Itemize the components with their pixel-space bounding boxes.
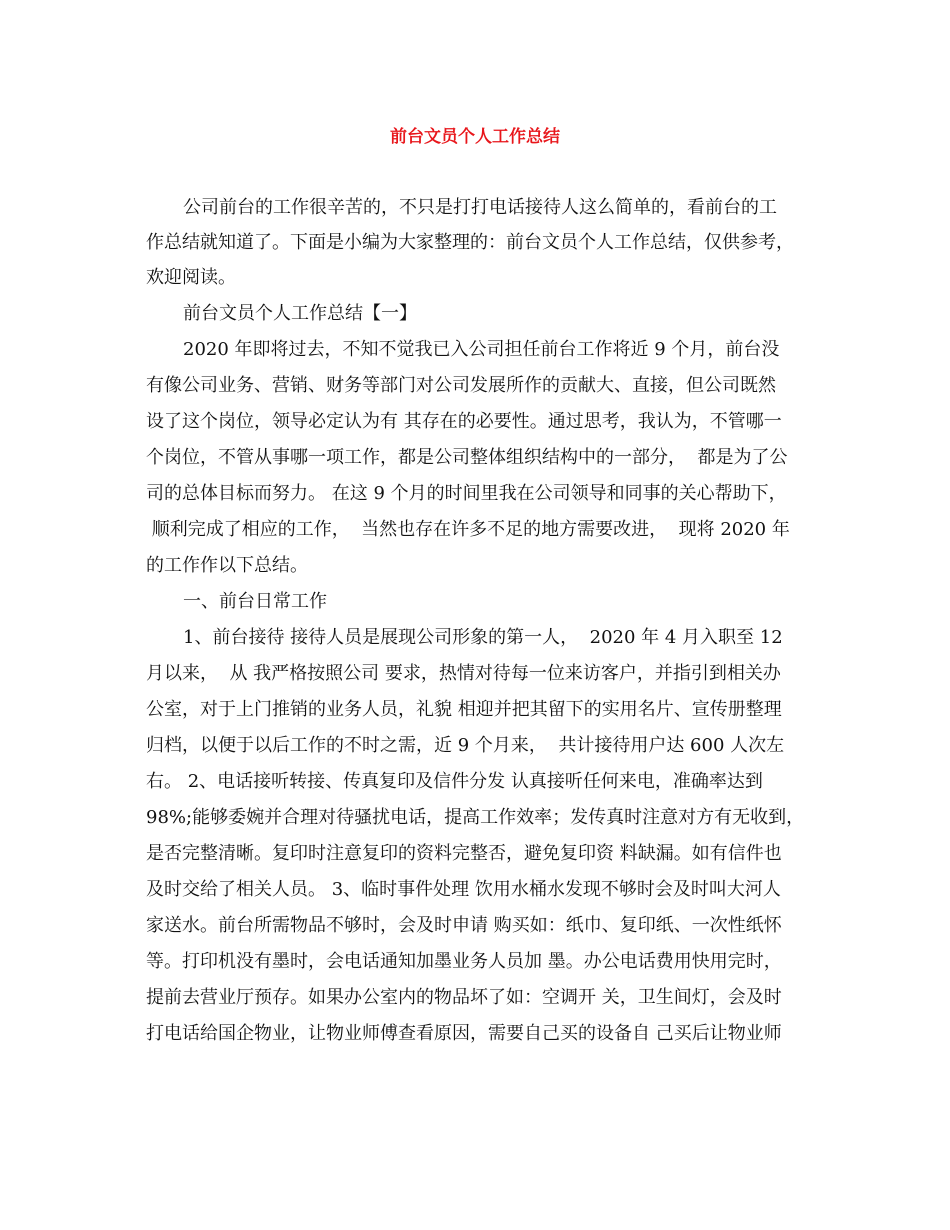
paragraph-line: 2020 年即将过去，不知不觉我已入公司担任前台工作将近 9 个月，前台没 <box>183 339 780 360</box>
document-title: 前台文员个人工作总结 <box>390 127 560 147</box>
paragraph-line: 打电话给国企物业，让物业师傅查看原因，需要自己买的设备自 己买后让物业师 <box>146 1023 782 1044</box>
paragraph-line: 公室，对于上门推销的业务人员，礼貌 相迎并把其留下的实用名片、宣传册整理 <box>146 699 782 720</box>
paragraph-line: 个岗位，不管从事哪一项工作，都是公司整体组织结构中的一部分， 都是为了公 <box>146 447 788 468</box>
paragraph-line: 作总结就知道了。下面是小编为大家整理的：前台文员个人工作总结，仅供参考， <box>146 232 794 253</box>
section-heading: 前台文员个人工作总结【一】 <box>183 303 417 324</box>
paragraph-line: 右。 2、电话接听转接、传真复印及信件分发 认真接听任何来电，准确率达到 <box>146 771 763 792</box>
section-heading: 一、前台日常工作 <box>183 591 327 612</box>
paragraph-line: 顺利完成了相应的工作， 当然也存在许多不足的地方需要改进， 现将 2020 年 <box>146 519 790 540</box>
paragraph-line: 归档，以便于以后工作的不时之需，近 9 个月来， 共计接待用户达 600 人次左 <box>146 735 785 756</box>
paragraph-line: 等。打印机没有墨时，会电话通知加墨业务人员加 墨。办公电话费用快用完时， <box>146 951 782 972</box>
paragraph-line: 公司前台的工作很辛苦的，不只是打打电话接待人这么简单的，看前台的工 <box>183 197 777 218</box>
paragraph-line: 设了这个岗位，领导必定认为有 其存在的必要性。通过思考，我认为，不管哪一 <box>146 411 782 432</box>
paragraph-line: 98%;能够委婉并合理对待骚扰电话，提高工作效率；发传真时注意对方有无收到， <box>146 807 805 828</box>
paragraph-line: 司的总体目标而努力。 在这 9 个月的时间里我在公司领导和同事的关心帮助下， <box>146 483 787 504</box>
paragraph-line: 月以来， 从 我严格按照公司 要求，热情对待每一位来访客户，并指引到相关办 <box>146 663 781 684</box>
paragraph-line: 欢迎阅读。 <box>146 267 236 288</box>
paragraph-line: 的工作作以下总结。 <box>146 555 308 576</box>
paragraph-line: 及时交给了相关人员。 3、临时事件处理 饮用水桶水发现不够时会及时叫大河人 <box>146 879 781 900</box>
paragraph-line: 家送水。前台所需物品不够时，会及时申请 购买如：纸巾、复印纸、一次性纸怀 <box>146 915 782 936</box>
paragraph-line: 提前去营业厅预存。如果办公室内的物品坏了如：空调开 关，卫生间灯，会及时 <box>146 987 782 1008</box>
paragraph-line: 有像公司业务、营销、财务等部门对公司发展所作的贡献大、直接，但公司既然 <box>146 375 776 396</box>
paragraph-line: 1、前台接待 接待人员是展现公司形象的第一人， 2020 年 4 月入职至 12 <box>183 627 783 648</box>
paragraph-line: 是否完整清晰。复印时注意复印的资料完整否，避免复印资 料缺漏。如有信件也 <box>146 843 782 864</box>
